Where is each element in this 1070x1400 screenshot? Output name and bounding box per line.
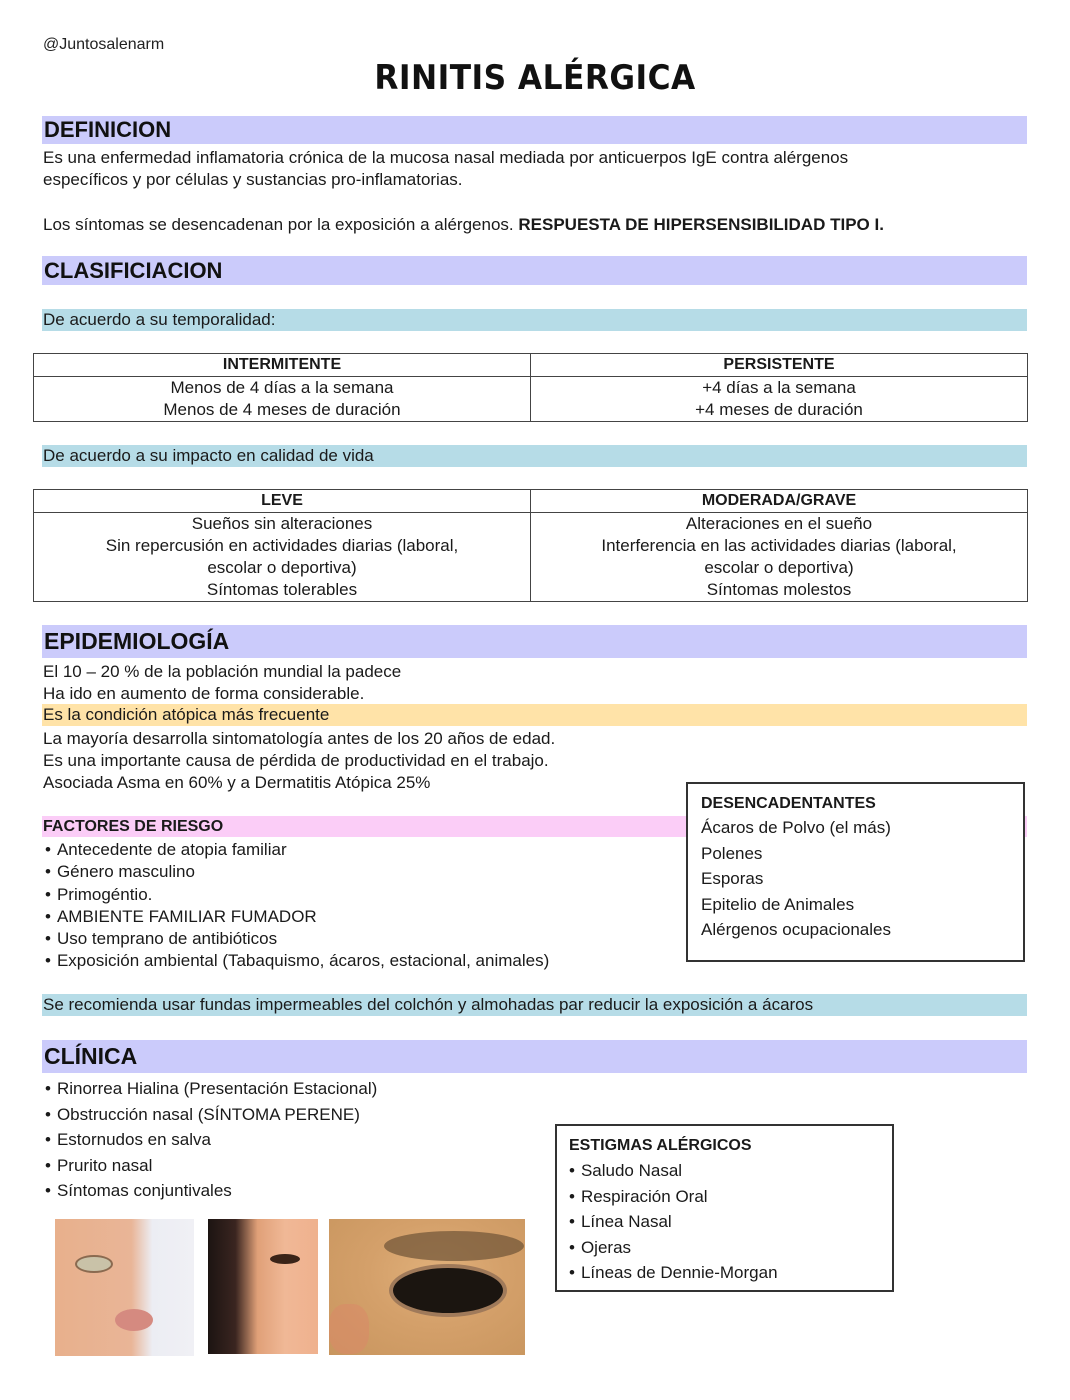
eyebrow-shape [384, 1231, 524, 1261]
epidemiology-line: Es una importante causa de pérdida de productividad en el trabajo. [43, 751, 549, 770]
list-item: Epitelio de Animales [701, 894, 855, 914]
epidemiology-line: Asociada Asma en 60% y a Dermatitis Atópica 25% [43, 773, 431, 792]
list-item: • Líneas de Dennie-Morgan [569, 1260, 892, 1286]
list-item: • Exposición ambiental (Tabaquismo, ácaros, estacional, animales) [45, 950, 549, 972]
desencadenantes-box [686, 782, 1025, 962]
clinical-list [45, 1076, 377, 1204]
section-heading-clasificacion: CLASIFICIACION [42, 256, 1027, 285]
epidemiology-highlight: Es la condición atópica más frecuente [42, 704, 1027, 726]
cell-line: Alteraciones en el sueño [685, 514, 873, 533]
list-item: • Rinorrea Hialina (Presentación Estacional) [45, 1076, 377, 1102]
definition-line-1: Es una enfermedad inflamatoria crónica de la mucosa nasal mediada por anticuerpos IgE contra alérgenos [43, 148, 849, 167]
list-item: • Respiración Oral [569, 1184, 892, 1210]
cell-line: Sueños sin alteraciones [191, 514, 373, 533]
cell-line: escolar o deportiva) [207, 558, 357, 577]
hypersensitivity-emphasis: RESPUESTA DE HIPERSENSIBILIDAD TIPO I. [518, 215, 884, 234]
definition-line-3 [43, 214, 884, 236]
list-item: • Línea Nasal [569, 1209, 892, 1235]
epidemiology-line: Ha ido en aumento de forma considerable. [43, 684, 365, 703]
cell-line: +4 meses de duración [695, 400, 863, 419]
epidemiology-line: El 10 – 20 % de la población mundial la padece [43, 662, 402, 681]
cell-line: Síntomas tolerables [206, 580, 358, 599]
cell-line: escolar o deportiva) [704, 558, 854, 577]
cell-line: +4 días a la semana [702, 378, 856, 397]
cell-line: Menos de 4 meses de duración [163, 400, 401, 419]
table-header-intermitente: INTERMITENTE [34, 354, 531, 377]
factores-heading: FACTORES DE RIESGO [42, 816, 1027, 837]
section-heading-epidemiologia: EPIDEMIOLOGÍA [42, 625, 1027, 658]
cell-line: Sin repercusión en actividades diarias (laboral, [105, 536, 459, 555]
subsection-impacto: De acuerdo a su impacto en calidad de vida [42, 445, 1027, 467]
definition-line-2: específicos y por células y sustancias pro-inflamatorias. [43, 170, 463, 189]
mouth-shape [115, 1309, 153, 1331]
subsection-temporalidad: De acuerdo a su temporalidad: [42, 309, 1027, 331]
list-item: • Síntomas conjuntivales [45, 1178, 377, 1204]
list-item: • Prurito nasal [45, 1153, 377, 1179]
estigmas-list [569, 1158, 892, 1286]
table-header-persistente: PERSISTENTE [531, 354, 1028, 377]
recommendation-band: Se recomienda usar fundas impermeables del colchón y almohadas par reducir la exposición a ácaros [42, 994, 1027, 1016]
page-title: RINITIS ALÉRGICA [374, 58, 696, 98]
cell-line: Interferencia en las actividades diarias (laboral, [601, 536, 957, 555]
risk-factor-list [45, 839, 549, 973]
table-header-leve: LEVE [34, 490, 531, 513]
eye-shape [270, 1254, 300, 1264]
impacto-table [33, 489, 1028, 602]
eye-shape [389, 1264, 507, 1317]
estigmas-heading: ESTIGMAS ALÉRGICOS [569, 1137, 752, 1154]
list-item: • Antecedente de atopia familiar [45, 839, 549, 861]
list-item: Esporas [701, 869, 764, 888]
dermatitis-patch [329, 1304, 369, 1354]
list-item: Ácaros de Polvo (el más) [701, 818, 891, 837]
photo-dennie-morgan-lines [329, 1219, 525, 1355]
photo-allergic-salute [208, 1219, 318, 1354]
table-cell-intermitente [34, 377, 531, 422]
photo-child-mouth-breathing [55, 1219, 194, 1356]
list-item: • Obstrucción nasal (SÍNTOMA PERENE) [45, 1102, 377, 1128]
eye-shape [75, 1255, 113, 1273]
cell-line: Síntomas molestos [706, 580, 852, 599]
list-item: • AMBIENTE FAMILIAR FUMADOR [45, 906, 549, 928]
list-item: • Primogéntio. [45, 884, 549, 906]
list-item: • Estornudos en salva [45, 1127, 377, 1153]
cell-line: Menos de 4 días a la semana [170, 378, 394, 397]
table-cell-persistente [531, 377, 1028, 422]
section-heading-definicion: DEFINICION [42, 116, 1027, 144]
estigmas-box [555, 1124, 894, 1292]
table-cell-moderada-grave [531, 513, 1028, 602]
section-heading-clinica: CLÍNICA [42, 1040, 1027, 1073]
epidemiology-line: La mayoría desarrolla sintomatología antes de los 20 años de edad. [43, 729, 556, 748]
list-item: Polenes [701, 843, 763, 863]
temporalidad-table [33, 353, 1028, 422]
definition-line-3-text: Los síntomas se desencadenan por la exposición a alérgenos. [43, 215, 519, 234]
list-item: • Uso temprano de antibióticos [45, 928, 549, 950]
desencadenantes-heading: DESENCADENTANTES [701, 795, 876, 812]
list-item: • Saludo Nasal [569, 1158, 892, 1184]
list-item: Alérgenos ocupacionales [701, 920, 891, 939]
author-handle: @Juntosalenarm [43, 36, 165, 53]
list-item: • Ojeras [569, 1235, 892, 1261]
list-item: • Género masculino [45, 861, 549, 883]
table-cell-leve [34, 513, 531, 602]
table-header-moderada-grave: MODERADA/GRAVE [531, 490, 1028, 513]
